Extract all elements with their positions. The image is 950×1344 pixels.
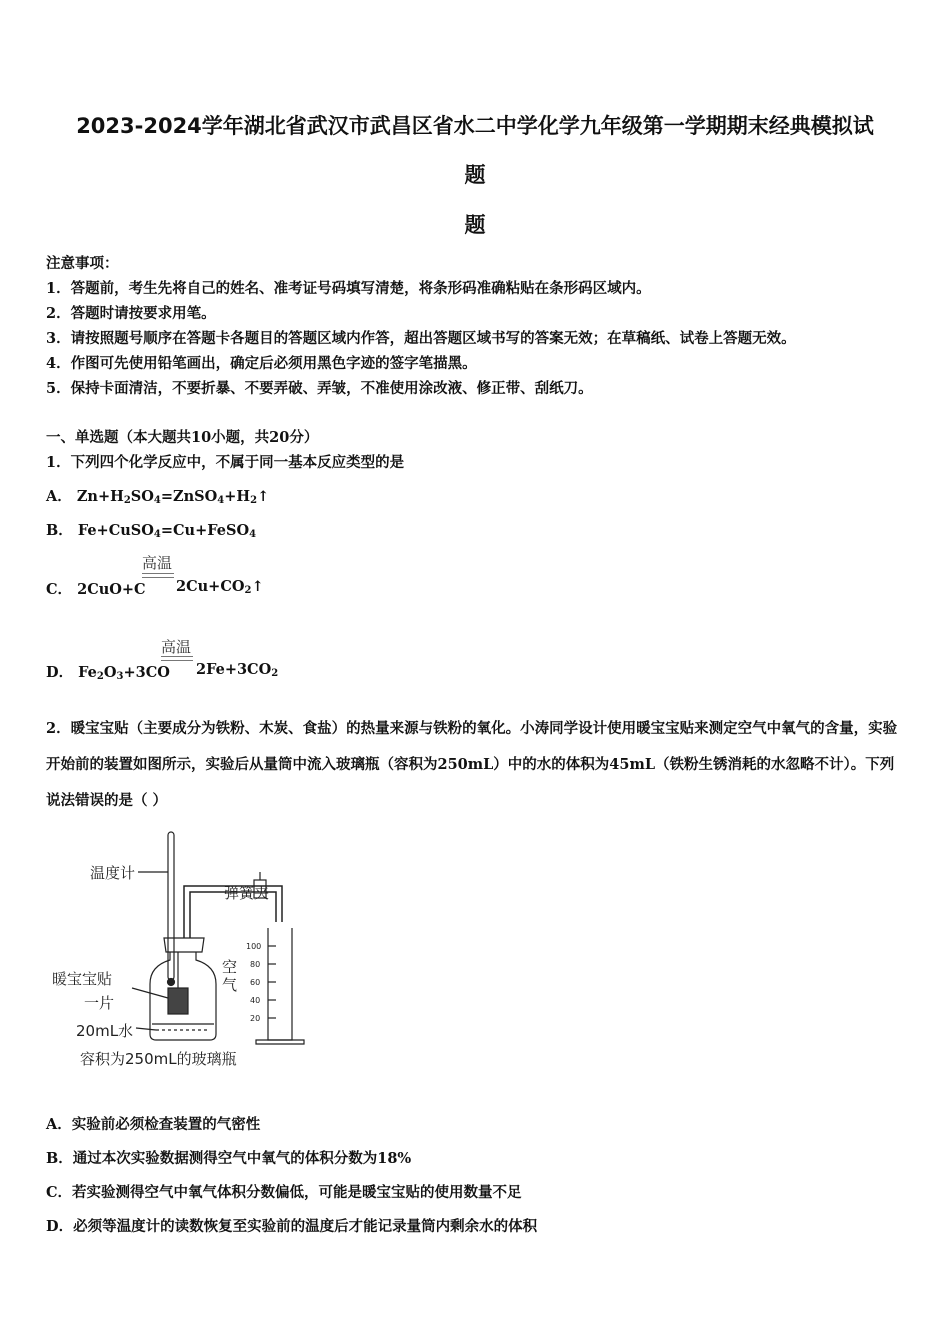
q2-option-d[interactable]: D．必须等温度计的读数恢复至实验前的温度后才能记录量筒内剩余水的体积	[46, 1218, 538, 1235]
notice-heading: 注意事项：	[46, 255, 119, 272]
q1-option-d-rhs: $2Fe+3CO_2$	[196, 661, 279, 679]
cylinder-tick-label: 40	[250, 996, 261, 1005]
cylinder-tick-label: 20	[250, 1014, 261, 1023]
q1-option-c-rhs: $2Cu+CO_2↑$	[176, 578, 264, 596]
label-air: 空气	[222, 958, 238, 994]
section-heading: 一、单选题（本大题共10小题，共20分）	[46, 429, 319, 446]
notice-item: 1．答题前，考生先将自己的姓名、准考证号码填写清楚，将条形码准确粘贴在条形码区域内。	[46, 280, 651, 297]
q1-option-d[interactable]: D． $Fe_2O_3+3CO$	[46, 664, 170, 682]
warmer-pack-icon	[168, 988, 188, 1014]
thermometer-icon	[168, 832, 174, 980]
equals-sign	[142, 573, 174, 578]
apparatus-figure	[44, 826, 364, 1076]
notice-item: 5．保持卡面清洁，不要折暴、不要弄破、弄皱，不准使用涂改液、修正带、刮纸刀。	[46, 380, 593, 397]
label-clamp: 弹簧夹	[224, 884, 270, 902]
cylinder-tick-label: 100	[246, 942, 262, 951]
page-title-continuation: 题	[464, 163, 486, 187]
reaction-condition: 高温	[142, 554, 173, 572]
page-title: 2023-2024学年湖北省武汉市武昌区省水二中学化学九年级第一学期期末经典模拟试	[76, 114, 874, 138]
label-thermometer: 温度计	[90, 864, 136, 882]
q1-option-b[interactable]: B． Fe+CuSO$_4$=Cu+FeSO$_4$	[46, 522, 257, 540]
cylinder-tick-label: 80	[250, 960, 261, 969]
label-warmer-line1: 暖宝宝贴	[52, 970, 113, 988]
q1-option-a[interactable]: A． $Zn+H_2SO_4=ZnSO_4+H_2↑$	[46, 488, 270, 506]
q1-option-c-lhs: 2CuO+C	[77, 581, 146, 598]
page-subtitle: 题	[464, 213, 486, 237]
label-warmer-line2: 一片	[84, 994, 115, 1012]
q2-option-c[interactable]: C．若实验测得空气中氧气体积分数偏低，可能是暖宝宝贴的使用数量不足	[46, 1184, 522, 1201]
question-1-stem: 1．下列四个化学反应中，不属于同一基本反应类型的是	[46, 454, 405, 471]
equals-sign	[161, 656, 193, 661]
notice-item: 4．作图可先使用铅笔画出，确定后必须用黑色字迹的签字笔描黑。	[46, 355, 477, 372]
q2-option-a[interactable]: A．实验前必须检查装置的气密性	[46, 1116, 261, 1133]
notice-item: 3．请按照题号顺序在答题卡各题目的答题区域内作答，超出答题区域书写的答案无效；在草稿纸、试卷上答题无效。	[46, 330, 796, 347]
q1-option-c[interactable]: C． 2CuO+C	[46, 581, 146, 598]
label-bottle: 容积为250mL的玻璃瓶	[80, 1050, 237, 1068]
q1-option-d-lhs: $Fe_2O_3+3CO$	[78, 664, 170, 682]
q1-option-b-text: Fe+CuSO$_4$=Cu+FeSO$_4$	[77, 522, 257, 540]
reaction-condition: 高温	[161, 638, 192, 656]
label-water: 20mL水	[76, 1022, 134, 1040]
graduated-cylinder-icon	[268, 928, 292, 1040]
cylinder-tick-label: 60	[250, 978, 261, 987]
question-2-stem: 2．暖宝宝贴（主要成分为铁粉、木炭、食盐）的热量来源与铁粉的氧化。小涛同学设计使用暖宝宝贴来测定空气中氧气的含量，实验开始前的装置如图所示，实验后从量筒中流入玻璃瓶（容积为250mL）中的水的体积为45mL（铁粉生锈消耗的水忽略不计）。下列说法错误的是（ ）	[46, 720, 898, 809]
notice-item: 2．答题时请按要求用笔。	[46, 305, 216, 322]
q1-option-a-text: $Zn+H_2SO_4=ZnSO_4+H_2↑$	[76, 488, 270, 506]
stopper-icon	[164, 938, 204, 952]
q2-option-b[interactable]: B．通过本次实验数据测得空气中氧气的体积分数为18%	[46, 1150, 412, 1167]
